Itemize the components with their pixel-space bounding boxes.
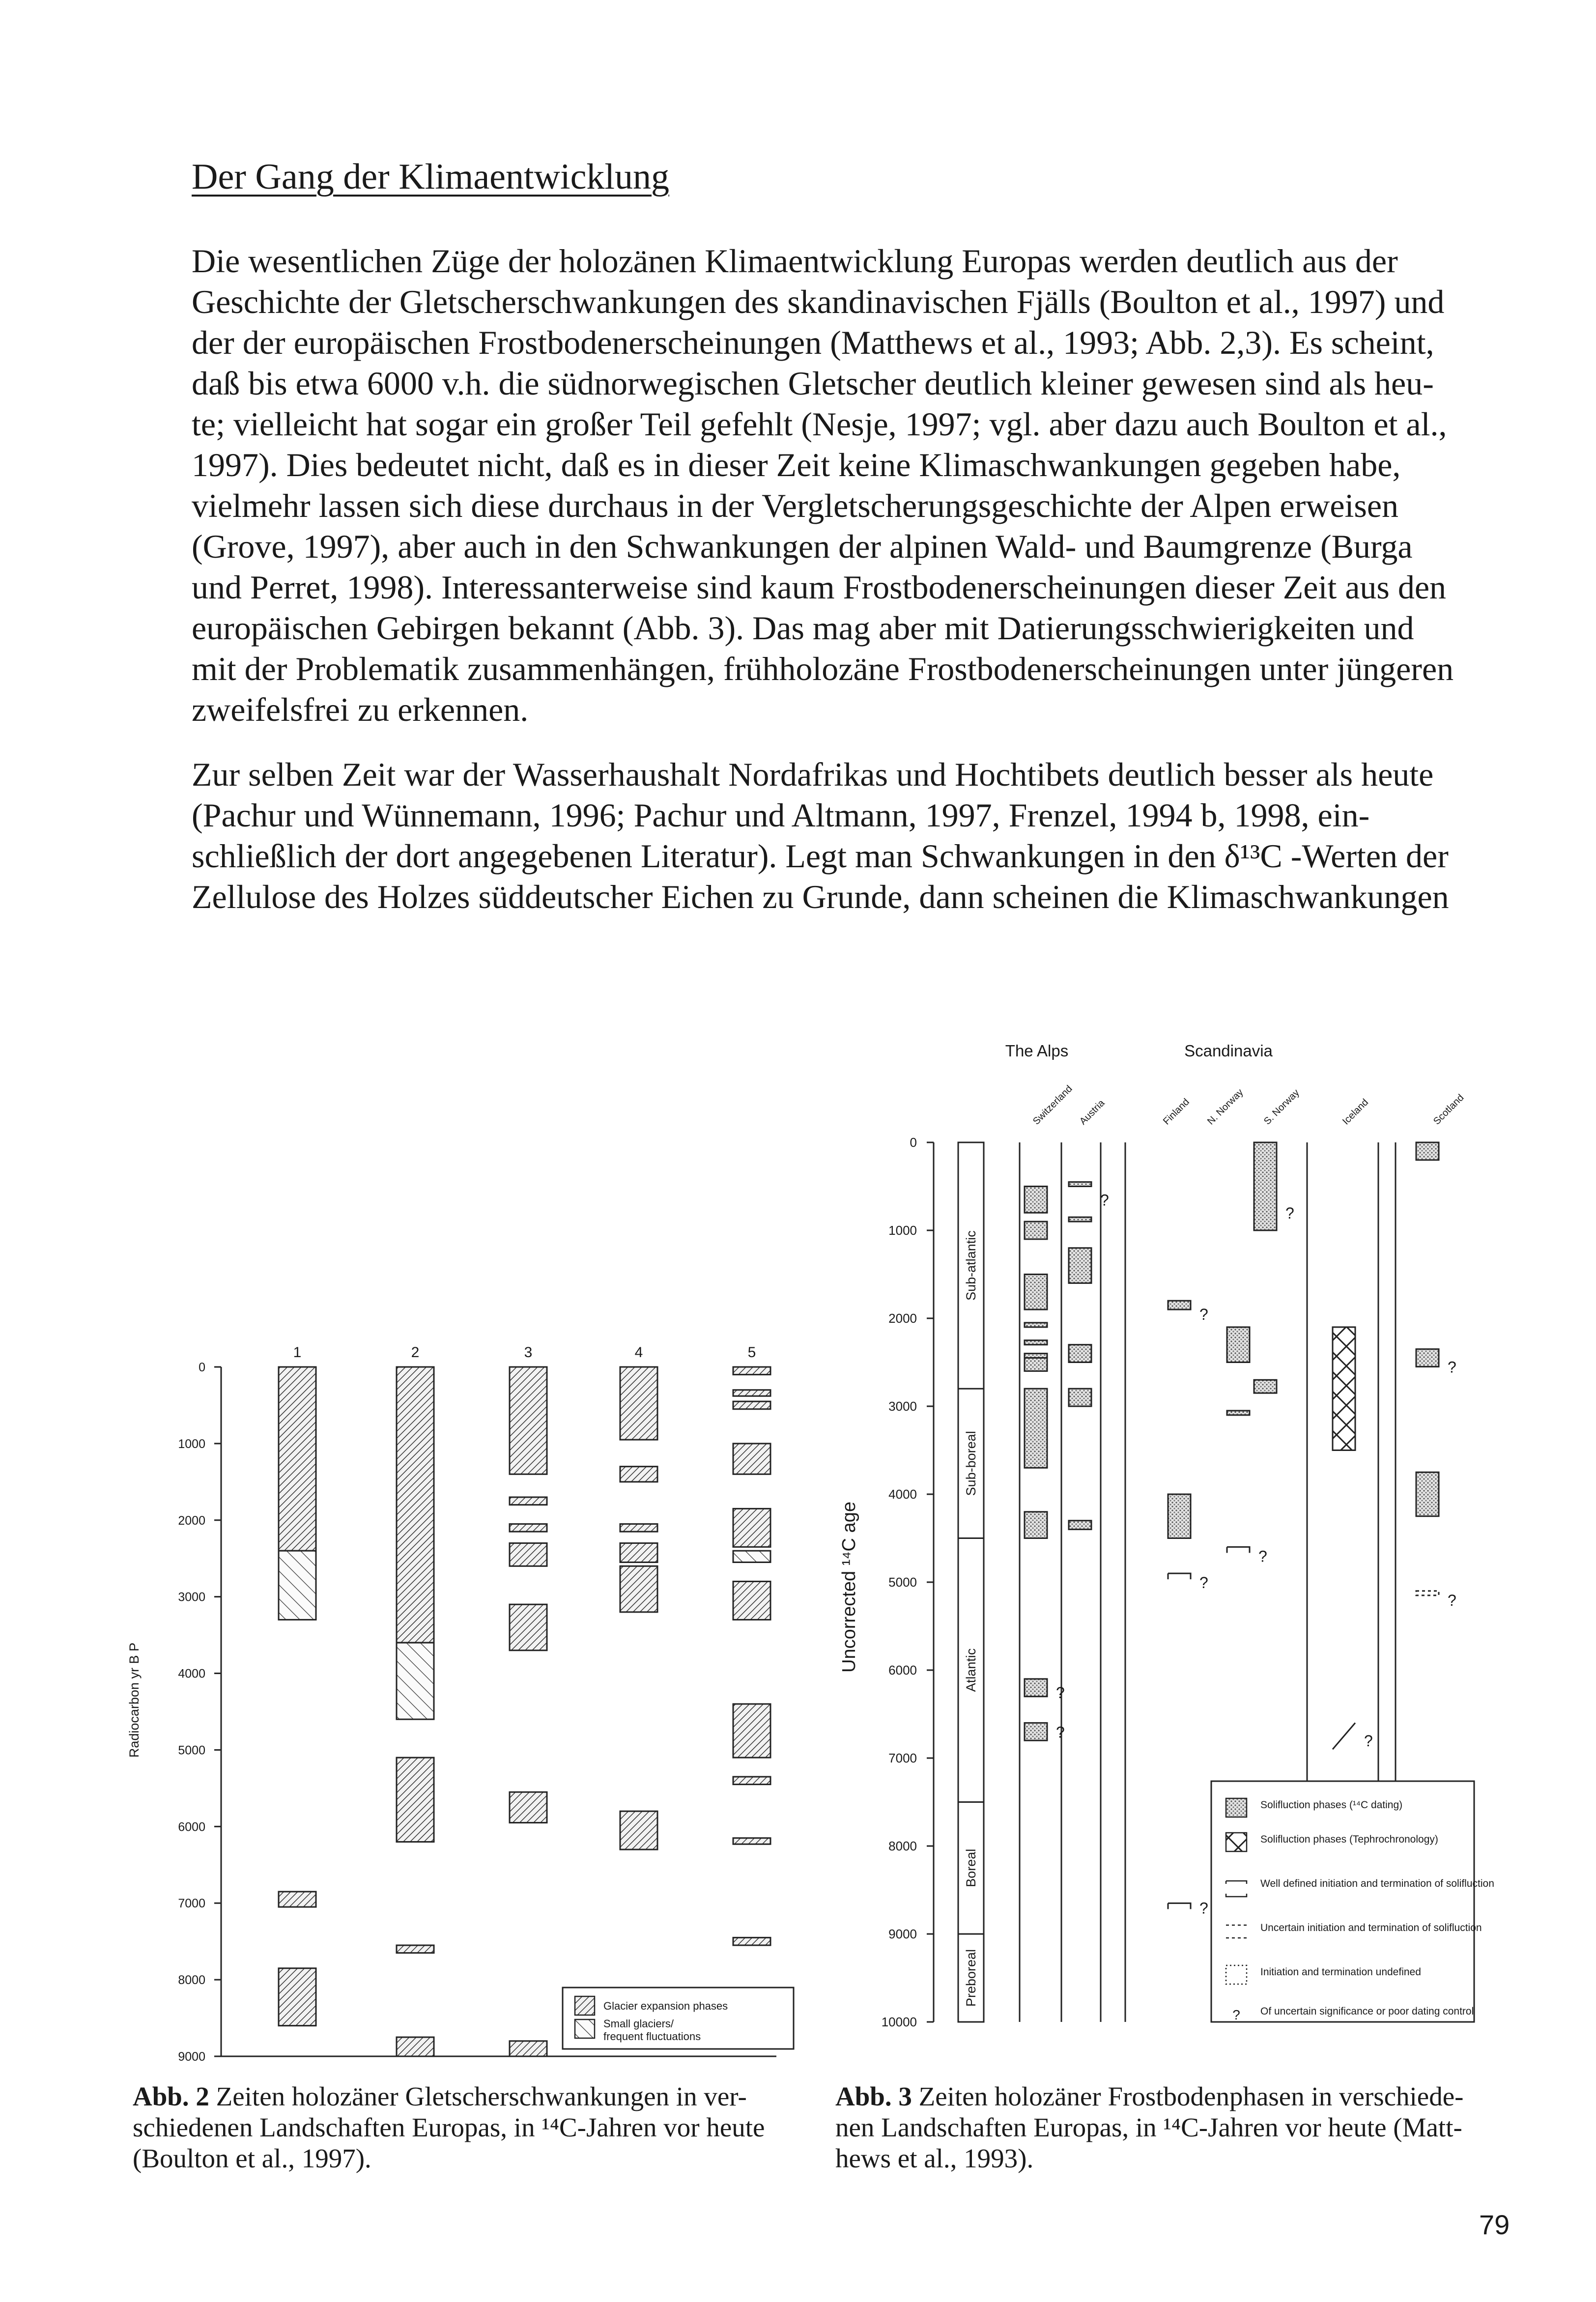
caption-line: (Boulton et al., 1997).: [133, 2143, 371, 2173]
fig3-question-mark: ?: [1056, 1723, 1065, 1741]
fig3-question-mark: ?: [1285, 1204, 1294, 1222]
fig2-y-axis-label: Radiocarbon yr B P: [127, 1642, 142, 1758]
fig3-bar: [1168, 1301, 1191, 1309]
caption-label: Abb. 3: [835, 2081, 912, 2111]
fig3-bar: [1254, 1380, 1277, 1393]
caption-line: [835, 2081, 1518, 2112]
text-line: Die wesentlichen Züge der holozänen Klimaentwicklung Europas werden deutlich aus der: [192, 242, 1398, 280]
text-line: te; vielleicht hat sogar ein großer Teil gefehlt (Nesje, 1997; vgl. aber dazu auch Boulton et al.,: [192, 405, 1447, 443]
caption-figure-3: [835, 2081, 1518, 2174]
fig3-period-label: Atlantic: [964, 1648, 978, 1692]
fig3-bar: [1069, 1248, 1091, 1283]
fig2-tick-label: 2000: [178, 1513, 205, 1528]
text-line: und Perret, 1998). Interessanterweise sind kaum Frostbodenerscheinungen dieser Zeit aus den: [192, 568, 1447, 606]
fig2-tick-label: 1000: [178, 1437, 205, 1451]
fig3-bar: [1025, 1389, 1047, 1468]
fig3-tick-label: 3000: [888, 1399, 917, 1414]
fig2-column-label: 5: [747, 1344, 756, 1361]
caption-text: Zeiten holozäner Frostbodenphasen in verschiede-: [912, 2081, 1464, 2111]
fig2-column-label: 4: [634, 1344, 643, 1361]
text-line: zweifelsfrei zu erkennen.: [192, 691, 529, 728]
section-heading: Der Gang der Klimaentwicklung: [192, 157, 669, 197]
fig3-column-label: Scotland: [1431, 1092, 1466, 1127]
fig3-tick-label: 2000: [888, 1311, 917, 1326]
fig3-legend-label: Uncertain initiation and termination of solifluction: [1260, 1922, 1482, 1933]
fig3-bar-well-defined: [1168, 1903, 1191, 1909]
fig3-bar: [1333, 1327, 1355, 1450]
fig3-bar-poor-dating: [1333, 1723, 1355, 1749]
fig3-bar: [1069, 1521, 1091, 1530]
fig2-tick-label: 8000: [178, 1973, 205, 1988]
fig3-tick-label: 1000: [888, 1223, 917, 1238]
fig3-question-mark: ?: [1100, 1191, 1109, 1209]
fig3-bar: [1416, 1472, 1439, 1516]
fig2-tick-label: 4000: [178, 1667, 205, 1681]
fig3-column-label: S. Norway: [1261, 1087, 1302, 1127]
caption-line: schiedenen Landschaften Europas, in ¹⁴C-Jahren vor heute: [133, 2112, 765, 2142]
fig3-tick-label: 4000: [888, 1487, 917, 1502]
fig3-bar-uncertain: [1416, 1591, 1439, 1595]
text-line: Zellulose des Holzes süddeutscher Eichen zu Grunde, dann scheinen die Klimaschwankungen: [192, 878, 1449, 915]
fig3-tick-label: 0: [910, 1135, 917, 1150]
fig3-question-mark: ?: [1199, 1574, 1208, 1592]
text-line: daß bis etwa 6000 v.h. die südnorwegischen Gletscher deutlich kleiner gewesen sind als heu-: [192, 365, 1434, 402]
text-line: mit der Problematik zusammenhängen, frühholozäne Frostbodenerscheinungen unter jüngeren: [192, 650, 1454, 687]
fig2-tick-label: 3000: [178, 1590, 205, 1604]
fig3-tick-label: 8000: [888, 1839, 917, 1853]
fig3-bar: [1025, 1222, 1047, 1239]
fig3-period-label: Preboreal: [964, 1949, 978, 2007]
fig3-legend-box: [1211, 1781, 1474, 2022]
fig2-tick-label: 0: [199, 1361, 205, 1374]
fig3-legend-label: Of uncertain significance or poor dating control: [1260, 2006, 1474, 2017]
fig3-bar: [1025, 1679, 1047, 1697]
fig3-legend: [1211, 1781, 1494, 2022]
fig3-legend-question: ?: [1232, 2007, 1240, 2022]
fig3-bar: [1025, 1323, 1047, 1327]
fig3-bar: [1168, 1494, 1191, 1538]
fig3-bar: [1025, 1512, 1047, 1538]
text-line: vielmehr lassen sich diese durchaus in der Vergletscherungsgeschichte der Alpen erweisen: [192, 487, 1399, 524]
fig3-tick-label: 6000: [888, 1663, 917, 1677]
fig3-legend-label: Solifluction phases (Tephrochronology): [1260, 1834, 1438, 1845]
fig2-tick-label: 9000: [178, 2050, 205, 2064]
fig3-bar: [1025, 1723, 1047, 1740]
caption-text: Zeiten holozäner Gletscherschwankungen in ver-: [209, 2081, 747, 2111]
caption-figure-2: [133, 2081, 816, 2174]
fig3-bar: [1025, 1275, 1047, 1310]
fig3-tick-label: 5000: [888, 1575, 917, 1590]
fig3-question-mark: ?: [1448, 1591, 1456, 1609]
fig3-bar-well-defined: [1227, 1547, 1250, 1553]
fig3-tick-label: 9000: [888, 1927, 917, 1941]
fig2-column-label: 3: [524, 1344, 533, 1361]
fig3-bar: [1025, 1340, 1047, 1345]
text-line: (Grove, 1997), aber auch in den Schwankungen der alpinen Wald- und Baumgrenze (Burga: [192, 528, 1413, 565]
fig3-question-mark: ?: [1364, 1732, 1373, 1750]
fig3-bar: [1025, 1358, 1047, 1371]
fig2-column-label: 2: [411, 1344, 420, 1361]
text-line: (Pachur und Wünnemann, 1996; Pachur und Altmann, 1997, Frenzel, 1994 b, 1998, ein-: [192, 796, 1370, 834]
fig3-question-mark: ?: [1199, 1899, 1208, 1917]
fig3-bar: [1069, 1389, 1091, 1406]
fig3-bar: [1416, 1349, 1439, 1367]
fig2-tick-label: 5000: [178, 1743, 205, 1758]
fig3-column-label: Iceland: [1340, 1097, 1371, 1127]
fig3-column-label: Finland: [1161, 1096, 1192, 1127]
fig2-tick-label: 7000: [178, 1897, 205, 1911]
fig3-question-mark: ?: [1258, 1547, 1267, 1565]
fig3-question-mark: ?: [1199, 1306, 1208, 1324]
fig3-bar: [1227, 1411, 1250, 1415]
text-line: der der europäischen Frostbodenerscheinungen (Matthews et al., 1993; Abb. 2,3). Es scheint,: [192, 324, 1434, 361]
text-line: europäischen Gebirgen bekannt (Abb. 3). Das mag aber mit Datierungsschwierigkeiten und: [192, 609, 1414, 647]
fig3-group-label-scandinavia: Scandinavia: [1184, 1042, 1273, 1060]
fig3-period-label: Sub-boreal: [964, 1431, 978, 1496]
text-line: 1997). Dies bedeutet nicht, daß es in dieser Zeit keine Klimaschwankungen gegeben habe,: [192, 446, 1401, 483]
fig3-bar: [1069, 1345, 1091, 1363]
fig3-bar: [1416, 1142, 1439, 1160]
page-number: 79: [1479, 2209, 1510, 2240]
fig3-bar: [1069, 1217, 1091, 1222]
fig2-column-label: 1: [293, 1344, 302, 1361]
fig3-bar-well-defined: [1168, 1573, 1191, 1579]
fig3-bar: [1254, 1142, 1277, 1230]
fig3-legend-label: Well defined initiation and termination of solifluction: [1260, 1878, 1494, 1889]
fig3-y-axis: [882, 1135, 934, 2029]
fig3-period-label: Boreal: [964, 1848, 978, 1887]
fig3-legend-swatch-14c: [1226, 1798, 1247, 1817]
fig2-legend-label-small-line1: Small glaciers/: [603, 2018, 674, 2030]
text-line: Geschichte der Gletscherschwankungen des skandinavischen Fjälls (Boulton et al., 1997) und: [192, 283, 1445, 320]
fig3-bar: [1227, 1327, 1250, 1363]
fig3-legend-swatch-tephra: [1226, 1833, 1247, 1851]
fig3-question-mark: ?: [1056, 1683, 1065, 1702]
fig3-tick-label: 7000: [888, 1751, 917, 1765]
fig3-column-label: Switzerland: [1030, 1083, 1075, 1127]
fig3-column-label: N. Norway: [1205, 1086, 1246, 1127]
fig3-question-mark: ?: [1448, 1358, 1456, 1376]
fig2-legend-label-expansion: Glacier expansion phases: [603, 2000, 728, 2012]
caption-label: Abb. 2: [133, 2081, 209, 2111]
caption-line: hews et al., 1993).: [835, 2143, 1034, 2173]
fig3-y-axis-label: Uncorrected ¹⁴C age: [839, 1502, 859, 1673]
text-line: schließlich der dort angegebenen Literatur). Legt man Schwankungen in den δ¹³C -Werten der: [192, 837, 1449, 875]
fig2-legend-label-small-line2: frequent fluctuations: [603, 2030, 701, 2043]
fig3-tick-label: 10000: [881, 2015, 917, 2029]
fig3-group-label-alps: The Alps: [1005, 1042, 1069, 1060]
fig3-bar: [1069, 1182, 1091, 1187]
fig3-column-label: Austria: [1077, 1097, 1107, 1127]
fig3-legend-label: Initiation and termination undefined: [1260, 1966, 1421, 1978]
fig2-tick-label: 6000: [178, 1820, 205, 1834]
text-line: Zur selben Zeit war der Wasserhaushalt Nordafrikas und Hochtibets deutlich besser als heute: [192, 756, 1434, 793]
fig3-legend-label: Solifluction phases (¹⁴C dating): [1260, 1799, 1403, 1811]
caption-line: nen Landschaften Europas, in ¹⁴C-Jahren vor heute (Matt-: [835, 2112, 1462, 2142]
fig3-periods-column: [958, 1142, 984, 2022]
fig3-bar: [1025, 1187, 1047, 1213]
fig3-period-label: Sub-atlantic: [964, 1230, 978, 1301]
caption-line: [133, 2081, 816, 2112]
